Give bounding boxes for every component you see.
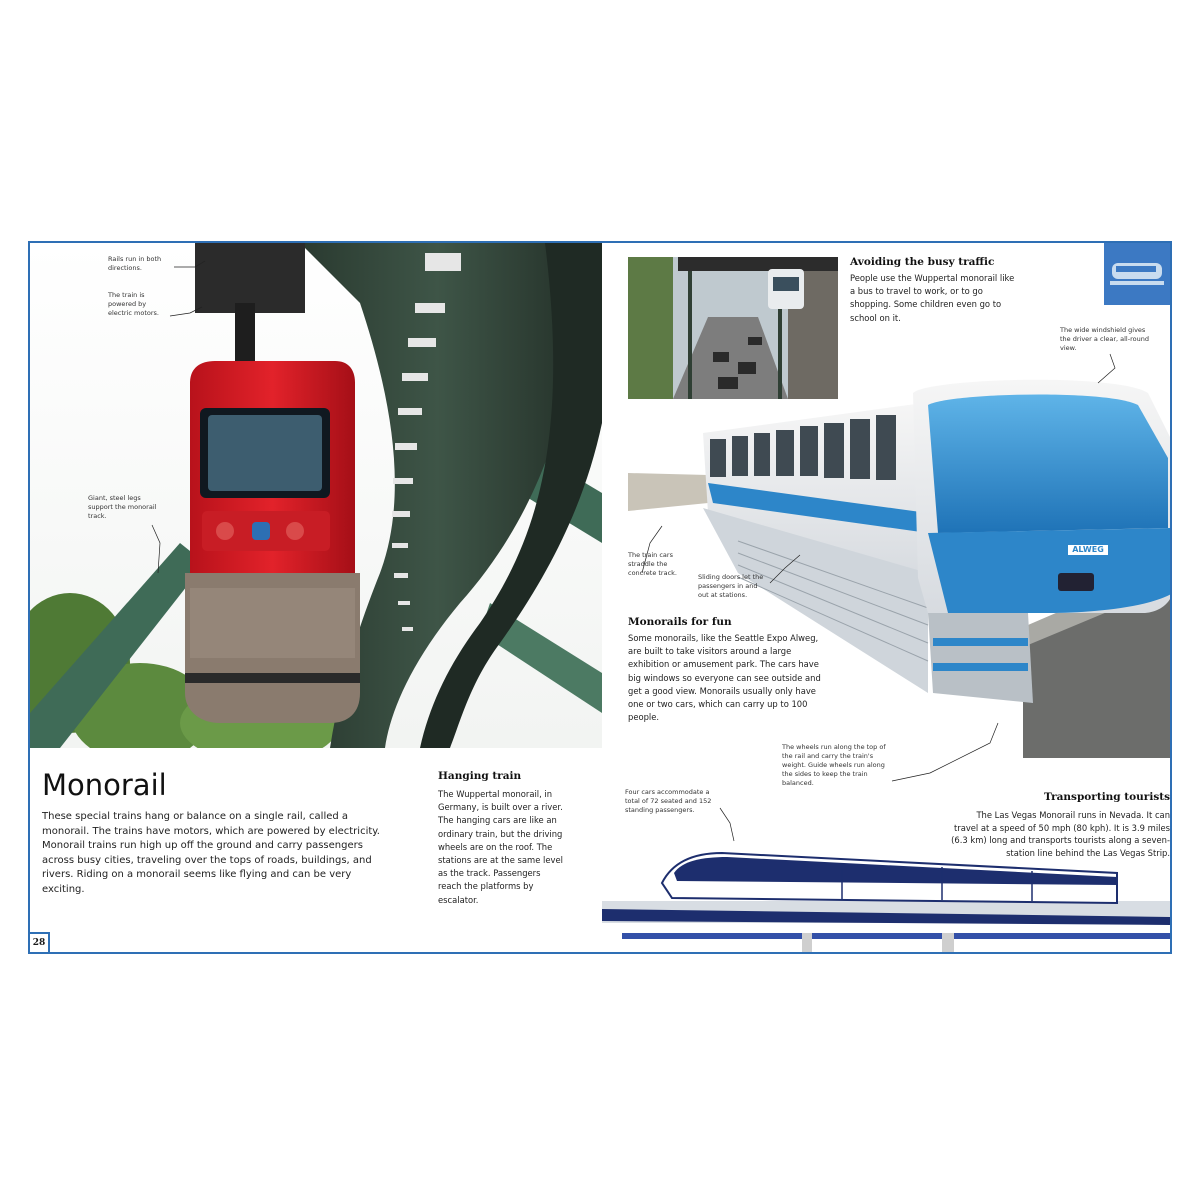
alweg-sign: ALWEG <box>1072 545 1104 554</box>
transporting-tourists-text: The Las Vegas Monorail runs in Nevada. It can travel at a speed of 50 mph (80 kph). It is 3.9 miles (6.3 km) long and transports tourists along a seven-station line behind the Las Vegas Strip. <box>951 810 1170 858</box>
hanging-train-text: The Wuppertal monorail, in Germany, is built over a river. The hanging cars are like an ordinary train, but the driving wheels are on the roof. The stations are at the same level as the track. Passengers reach the platforms by escalator. <box>438 789 563 905</box>
callout-electric-motors: The train is powered by electric motors. <box>108 291 160 317</box>
callout-sliding-doors: Sliding doors let the passengers in and out at stations. <box>698 573 764 599</box>
monorails-for-fun-text: Some monorails, like the Seattle Expo Alweg, are built to take visitors around a large exhibition or amusement park. The cars have big windows so everyone can see outside and get a good view. Monorails usually only have one or two cars, which can carry up to 100 people. <box>628 633 821 723</box>
monorails-for-fun-heading: Monorails for fun <box>628 616 732 628</box>
callout-wheels: The wheels run along the top of the rail and carry the train's weight. Guide wheels run along the sides to keep the train balanced. <box>782 743 886 787</box>
callout-windshield: The wide windshield gives the driver a clear, all-round view. <box>1060 326 1149 352</box>
page-title: Monorail <box>42 768 167 802</box>
page-number: 28 <box>30 932 50 952</box>
las-vegas-monorail-photo <box>602 833 1172 954</box>
callout-four-cars: Four cars accommodate a total of 72 seated and 152 standing passengers. <box>625 788 712 814</box>
avoiding-traffic-text: People use the Wuppertal monorail like a bus to travel to work, or to go shopping. Some children even go to school on it. <box>850 273 1015 323</box>
book-spread <box>28 241 1172 954</box>
transporting-tourists-heading: Transporting tourists <box>1044 791 1170 803</box>
callout-steel-legs: Giant, steel legs support the monorail track. <box>88 494 157 520</box>
avoiding-traffic-heading: Avoiding the busy traffic <box>850 256 995 268</box>
monorail-tab-icon <box>1104 243 1170 305</box>
callout-straddle: The train cars straddle the concrete track. <box>628 551 677 577</box>
callout-both-directions: Rails run in both directions. <box>108 255 162 272</box>
intro-paragraph: These special trains hang or balance on a single rail, called a monorail. The trains have motors, which are powered by electricity. Monorail trains run high up off the ground and carry passengers across busy cities, traveling over the tops of roads, buildings, and rivers. Riding on a monorail seems like flying and can be very exciting. <box>42 811 380 895</box>
tab-train-icon <box>1104 243 1170 305</box>
hanging-train-heading: Hanging train <box>438 770 522 782</box>
las-vegas-photo-illustration <box>602 833 1172 954</box>
